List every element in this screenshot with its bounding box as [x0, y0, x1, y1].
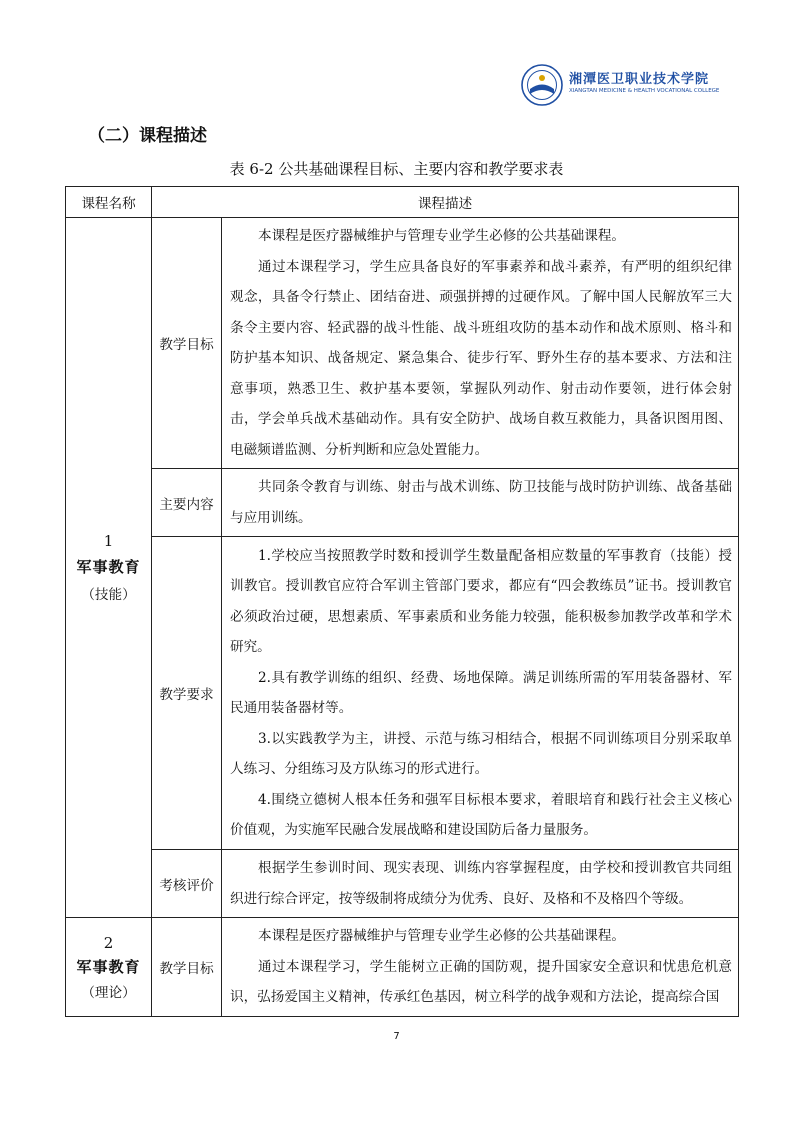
paragraph: 4.围绕立德树人根本任务和强军目标根本要求，着眼培育和践行社会主义核心价值观，为实施军民融合发展战略和建设国防后备力量服务。 — [230, 791, 732, 838]
course-cell — [66, 918, 152, 1017]
table-row — [66, 918, 739, 1017]
table-header-row — [66, 187, 739, 218]
row-label: 主要内容 — [152, 469, 222, 537]
row-description — [222, 918, 739, 1017]
paragraph: 3.以实践教学为主，讲授、示范与练习相结合，根据不同训练项目分别采取单人练习、分组练习及方队练习的形式进行。 — [230, 730, 732, 777]
paragraph: 通过本课程学习，学生应具备良好的军事素养和战斗素养，有严明的组织纪律观念，具备令行禁止、团结奋进、顽强拼搏的过硬作风。了解中国人民解放军三大条令主要内容、轻武器的战斗性能、战斗班组攻防的基本动作和战术原则、格斗和防护基本知识、战备规定、紧急集合、徒步行军、野外生存的基本要求、方法和注意事项，熟悉卫生、救护基本要领，掌握队列动作、射击动作要领，进行体会射击，学会单兵战术基础动作。具有安全防护、战场自救互救能力，具备识图用图、电磁频谱监测、分析判断和应急处置能力。 — [230, 258, 732, 458]
paragraph: 本课程是医疗器械维护与管理专业学生必修的公共基础课程。 — [258, 228, 626, 244]
paragraph: 通过本课程学习，学生能树立正确的国防观，提升国家安全意识和忧患危机意识，弘扬爱国主义精神，传承红色基因，树立科学的战争观和方法论，提高综合国 — [230, 958, 732, 1006]
course-number: 1 — [103, 532, 114, 550]
college-name-cn: 湘潭医卫职业技术学院 — [569, 72, 710, 87]
course-cell — [66, 218, 152, 918]
row-label: 教学目标 — [152, 218, 222, 469]
paragraph: 1.学校应当按照教学时数和授训学生数量配备相应数量的军事教育（技能）授训教官。授训教官应符合军训主管部门要求，都应有“四会教练员”证书。授训教官必须政治过硬，思想素质、军事素质和业务能力较强，能积极参加教学改革和学术研究。 — [230, 547, 732, 655]
section-heading: （二）课程描述 — [88, 126, 207, 146]
course-name: 军事教育 — [76, 957, 141, 976]
college-logo — [521, 62, 731, 108]
paragraph: 2.具有教学训练的组织、经费、场地保障。满足训练所需的军用装备器材、军民通用装备器材等。 — [230, 669, 732, 716]
table-row — [66, 218, 739, 469]
course-number: 2 — [103, 933, 114, 952]
course-type: （技能） — [81, 587, 136, 603]
table-row — [66, 469, 739, 537]
row-description — [222, 537, 739, 850]
row-description — [222, 218, 739, 469]
header-course-name: 课程名称 — [66, 187, 152, 218]
row-label: 教学要求 — [152, 537, 222, 850]
row-description — [222, 850, 739, 918]
paragraph: 本课程是医疗器械维护与管理专业学生必修的公共基础课程。 — [258, 928, 626, 945]
college-name-en: XIANGTAN MEDICINE & HEALTH VOCATIONAL COLLEGE — [569, 88, 720, 94]
course-description-table — [65, 186, 739, 1017]
table-row — [66, 850, 739, 918]
paragraph: 根据学生参训时间、现实表现、训练内容掌握程度，由学校和授训教官共同组织进行综合评定，按等级制将成绩分为优秀、良好、及格和不及格四个等级。 — [230, 860, 732, 907]
table-caption: 表 6-2 公共基础课程目标、主要内容和教学要求表 — [229, 160, 564, 178]
page-number: 7 — [393, 1031, 400, 1042]
course-type: （理论） — [81, 984, 136, 1001]
paragraph: 共同条令教育与训练、射击与战术训练、防卫技能与战时防护训练、战备基础与应用训练。 — [230, 479, 732, 526]
table-row — [66, 537, 739, 850]
row-label: 考核评价 — [152, 850, 222, 918]
header-course-description: 课程描述 — [152, 187, 739, 218]
row-description — [222, 469, 739, 537]
college-emblem-icon — [521, 64, 563, 106]
row-label: 教学目标 — [152, 918, 222, 1017]
course-name: 军事教育 — [76, 558, 141, 576]
